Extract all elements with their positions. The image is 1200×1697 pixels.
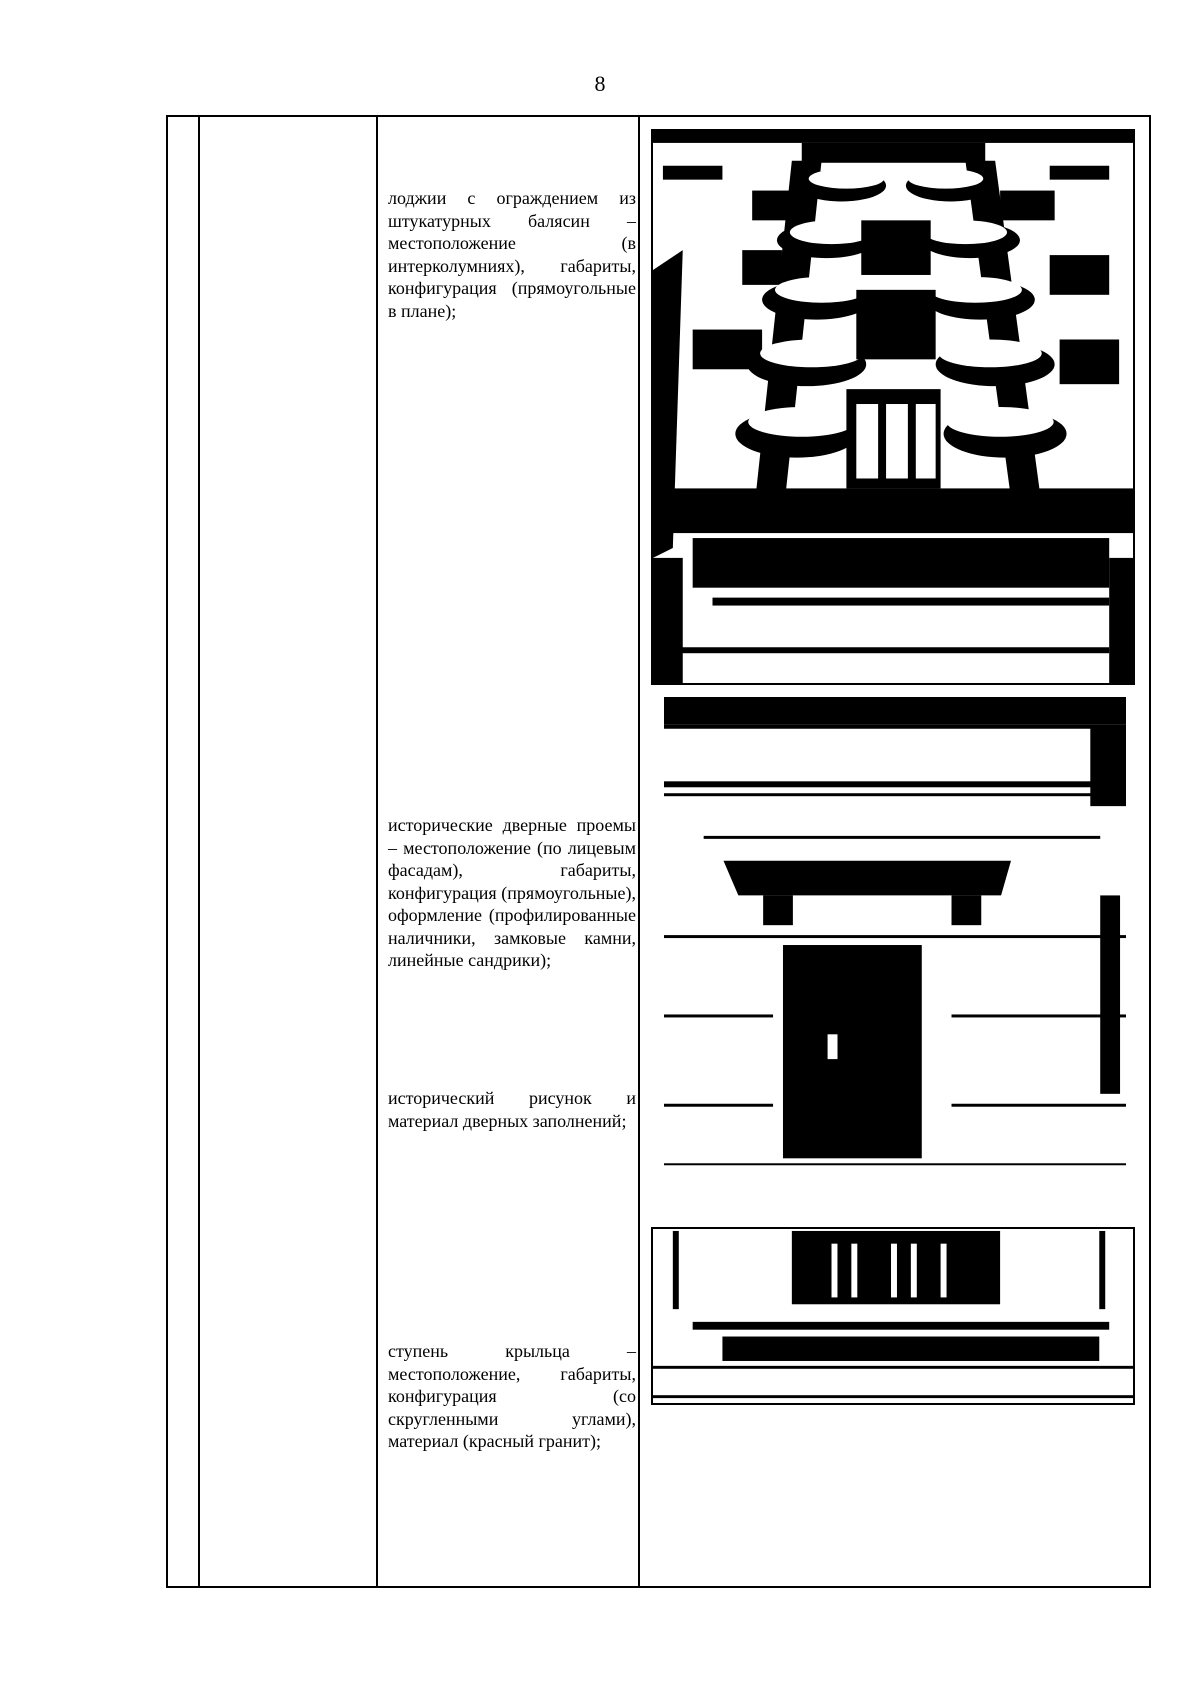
loggias-facade-photo <box>651 129 1135 685</box>
description-porch-step: ступень крыльца – местоположение, габариты, конфигурация (со скругленными углами), материал (красный гранит); <box>388 1341 636 1451</box>
door-opening-photo <box>662 695 1128 1200</box>
description-door-infill: исторический рисунок и материал дверных заполнений; <box>388 1088 636 1131</box>
page-number: 8 <box>594 71 606 96</box>
description-door-openings: исторические дверные проемы – местоположение (по лицевым фасадам), габариты, конфигурация (прямоугольные), оформление (профилированные наличники, замковые камни, линейные сандрики); <box>388 815 636 970</box>
column-divider <box>198 117 200 1586</box>
column-divider <box>638 117 640 1586</box>
porch-step-photo <box>651 1227 1135 1405</box>
column-divider <box>376 117 378 1586</box>
description-loggias: лоджии с ограждением из штукатурных балясин – местоположение (в интерколумниях), габариты, конфигурация (прямоугольные в плане); <box>388 188 636 321</box>
document-table <box>166 115 1151 1588</box>
